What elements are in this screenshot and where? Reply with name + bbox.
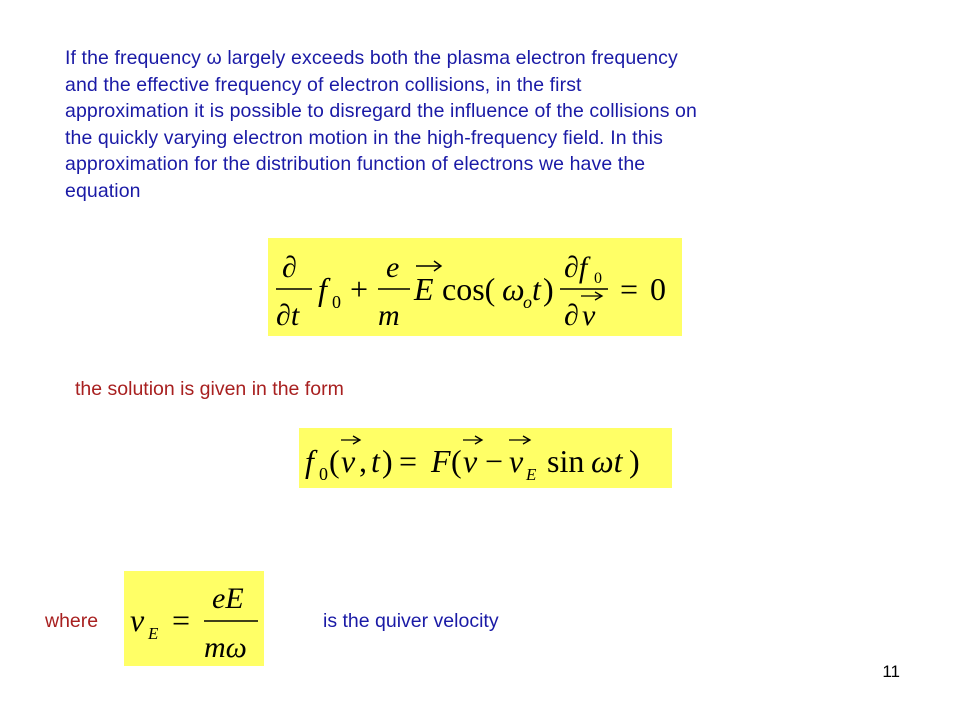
svg-text:sin: sin <box>547 443 585 479</box>
svg-text:E: E <box>414 271 434 307</box>
svg-text:): ) <box>382 443 393 479</box>
svg-text:,: , <box>359 443 367 479</box>
solution-label: the solution is given in the form <box>75 378 344 400</box>
svg-text:∂t: ∂t <box>276 299 300 332</box>
solution-equation <box>299 428 672 488</box>
svg-text:(: ( <box>451 443 462 479</box>
svg-text:o: o <box>523 292 532 312</box>
where-label: where <box>45 610 99 632</box>
svg-text:E: E <box>526 465 537 484</box>
svg-text:E: E <box>148 624 159 643</box>
svg-text:=: = <box>620 271 639 307</box>
intro-line: the quickly varying electron motion in the high-frequency field. In this <box>65 126 663 149</box>
svg-text:ωt: ωt <box>591 443 623 479</box>
svg-text:eE: eE <box>212 582 244 615</box>
svg-text:f: f <box>305 443 314 479</box>
svg-text:t: t <box>532 271 541 307</box>
svg-text:t: t <box>371 443 380 479</box>
svg-text:∂f: ∂f <box>564 251 588 284</box>
quiver-velocity-label: is the quiver velocity <box>323 610 499 632</box>
svg-text:∂: ∂ <box>282 251 297 284</box>
svg-text:cos(: cos( <box>442 271 496 307</box>
svg-text:+: + <box>350 271 369 307</box>
svg-text:v: v <box>341 443 356 479</box>
svg-text:f: f <box>318 271 327 307</box>
svg-text:m: m <box>378 299 400 332</box>
svg-text:0: 0 <box>594 270 602 287</box>
svg-text:(: ( <box>329 443 340 479</box>
svg-text:v: v <box>582 299 596 332</box>
page-number: 11 <box>882 662 900 681</box>
svg-text:=: = <box>172 602 191 638</box>
svg-text:0: 0 <box>332 292 341 312</box>
svg-text:0: 0 <box>650 271 666 307</box>
svg-text:F: F <box>431 443 451 479</box>
svg-text:): ) <box>543 271 554 307</box>
svg-text:=: = <box>399 443 418 479</box>
svg-text:0: 0 <box>319 464 328 484</box>
svg-text:v: v <box>463 443 478 479</box>
intro-line: equation <box>65 179 141 202</box>
intro-line: approximation it is possible to disregard the influence of the collisions on <box>65 100 697 122</box>
svg-text:ω: ω <box>502 271 525 307</box>
svg-text:−: − <box>485 443 504 479</box>
vlasov-equation <box>268 238 682 336</box>
intro-paragraph <box>65 45 865 204</box>
svg-text:): ) <box>629 443 640 479</box>
quiver-velocity-equation <box>124 571 264 666</box>
intro-line: If the frequency ω largely exceeds both the plasma electron frequency <box>65 47 678 69</box>
svg-text:mω: mω <box>204 631 247 664</box>
svg-text:∂: ∂ <box>564 299 579 332</box>
svg-text:v: v <box>130 602 145 638</box>
intro-line: and the effective frequency of electron collisions, in the first <box>65 73 582 96</box>
svg-text:e: e <box>386 251 400 284</box>
intro-line: approximation for the distribution function of electrons we have the <box>65 153 646 175</box>
svg-text:v: v <box>509 443 524 479</box>
